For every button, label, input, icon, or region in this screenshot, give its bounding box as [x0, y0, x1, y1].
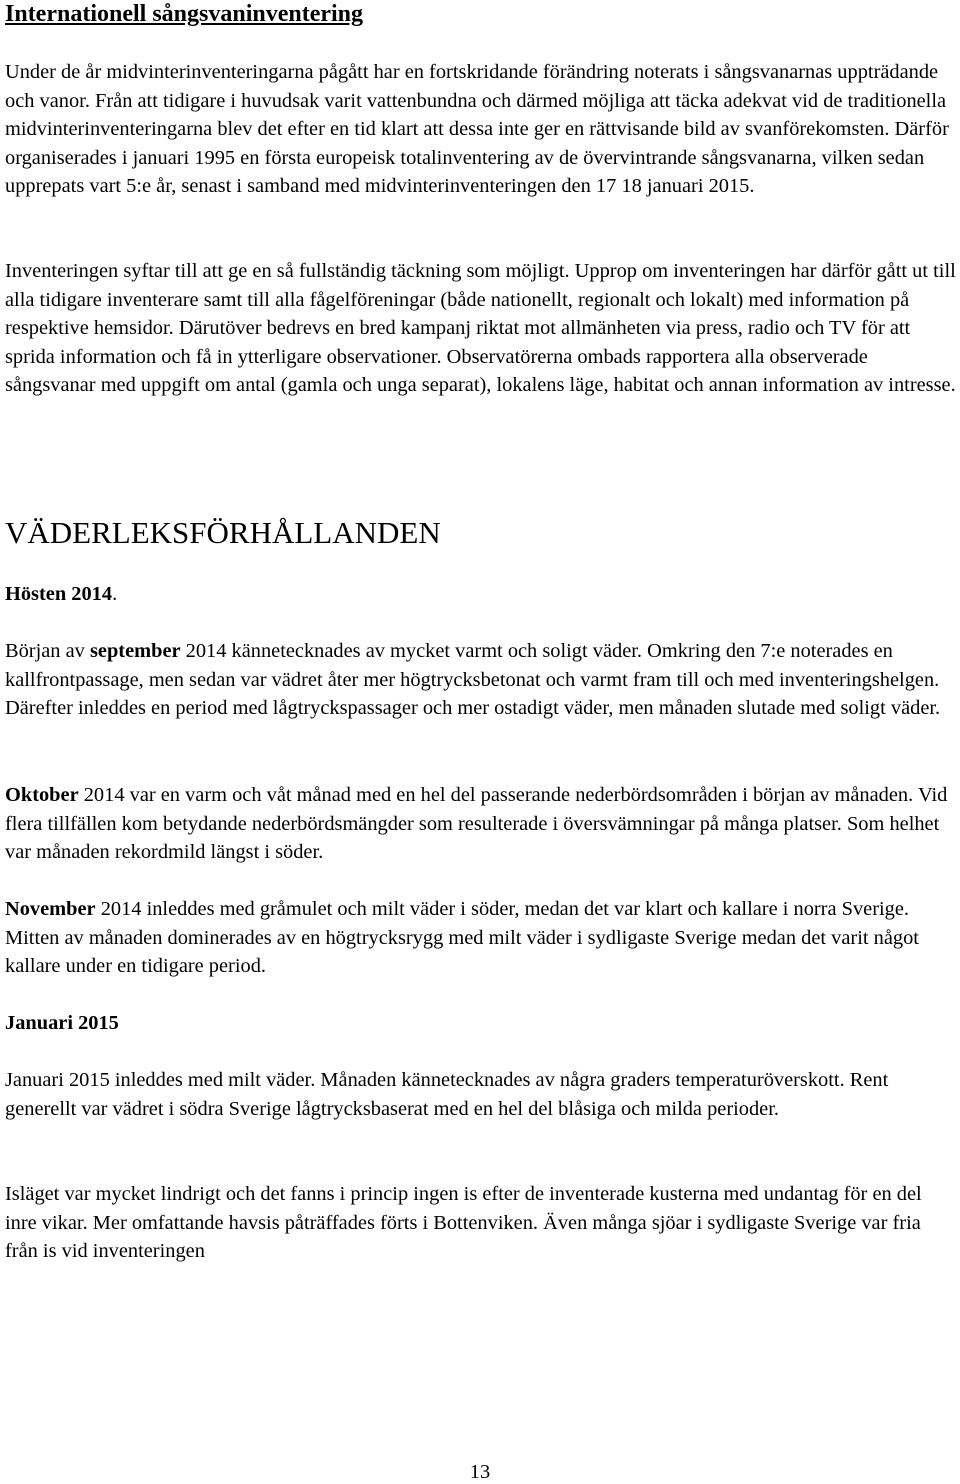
september-paragraph	[5, 637, 957, 723]
september-pre: Början av	[5, 640, 90, 662]
october-text: 2014 var en varm och våt månad med en hel del passerande nederbördsområden i början av månaden. Vid flera tillfällen kom betydande nederbördsmängder som resulterade i översvämningar på många platser. Som helhet var månaden rekordmild längst i söder.	[5, 784, 948, 864]
weather-heading: VÄDERLEKSFÖRHÅLLANDEN	[5, 515, 441, 550]
november-paragraph	[5, 895, 957, 981]
january-paragraph-1: Januari 2015 inleddes med milt väder. Månaden kännetecknades av några graders temperaturöverskott. Rent generellt var vädret i södra Sverige lågtrycksbaserat med en hel del blåsiga och milda perioder.	[5, 1069, 889, 1120]
october-paragraph	[5, 781, 957, 867]
page-number: 13	[469, 1461, 491, 1483]
january-paragraph-2: Isläget var mycket lindrigt och det fanns i princip ingen is efter de inventerade kusterna med undantag för en del inre vikar. Mer omfattande havsis påträffades förts i Bottenviken. Även många sjöar i sydligaste Sverige var fria från is vid inventeringen	[5, 1183, 922, 1263]
intro-paragraph-1: Under de år midvinterinventeringarna pågått har en fortskridande förändring noterats i sångsvanarnas uppträdande och vanor. Från att tidigare i huvudsak varit vattenbundna och därmed möjliga att täcka adekvat vid de traditionella midvinterinventeringarna blev det efter en tid klart att dessa inte ger en rättvisande bild av svanförekomsten. Därför organiserades i januari 1995 en första europeisk totalinventering av de övervintrande sångsvanarna, vilken sedan upprepats vart 5:e år, senast i samband med midvinterinventeringen den 17 18 januari 2015.	[5, 61, 949, 198]
page-title: Internationell sångsvaninventering	[5, 1, 364, 27]
october-month: Oktober	[5, 784, 79, 806]
autumn-heading-suffix: .	[112, 583, 118, 605]
november-month: November	[5, 898, 96, 920]
intro-paragraph-2: Inventeringen syftar till att ge en så fullständig täckning som möjligt. Upprop om inventeringen har därför gått ut till alla tidigare inventerare samt till alla fågelföreningar (både nationellt, regionalt och lokalt) med information på respektive hemsidor. Därutöver bedrevs en bred kampanj riktat mot allmänheten via press, radio och TV för att sprida information och få in ytterligare observationer. Observatörerna ombads rapportera alla observerade sångsvanar med uppgift om antal (gamla och unga separat), lokalens läge, habitat och annan information av intresse.	[5, 260, 956, 397]
autumn-heading-line	[5, 580, 957, 609]
september-text: 2014 kännetecknades av mycket varmt och soligt väder. Omkring den 7:e noterades en kallfrontpassage, men sedan var vädret åter mer högtrycksbetonat och varmt fram till och med inventeringshelgen. Därefter inleddes en period med lågtryckspassager och mer ostadigt väder, men månaden slutade med soligt väder.	[5, 640, 941, 720]
january-heading: Januari 2015	[5, 1012, 119, 1034]
november-text: 2014 inleddes med gråmulet och milt väder i söder, medan det var klart och kallare i norra Sverige. Mitten av månaden dominerades av en högtrycksrygg med milt väder i sydligaste Sverige medan det varit något kallare under en tidigare period.	[5, 898, 919, 978]
september-month: september	[89, 640, 181, 662]
autumn-heading: Hösten 2014	[5, 583, 113, 605]
